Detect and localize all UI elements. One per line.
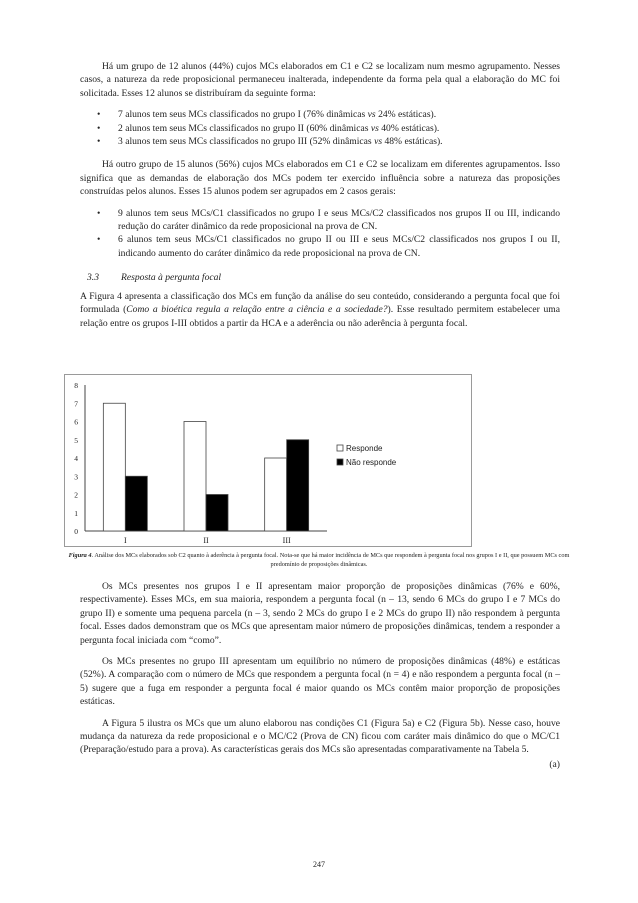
section-heading <box>80 271 560 284</box>
list-same-group <box>80 108 560 148</box>
bar-nao-responde <box>287 440 309 531</box>
bullet-icon: • <box>97 136 101 148</box>
bar-nao-responde <box>125 476 147 531</box>
x-tick-label: III <box>282 536 291 545</box>
caption-label: Figura 4 <box>68 552 92 559</box>
y-tick-label: 1 <box>74 508 78 518</box>
page-content-lower <box>80 580 560 770</box>
bullet-icon: • <box>97 234 101 246</box>
list-item: • 2 alunos tem seus MCs classificados no grupo II (60% dinâmicas vs 40% estáticas). <box>97 122 440 134</box>
legend-swatch <box>337 445 343 451</box>
paragraph-2: Há outro grupo de 15 alunos (56%) cujos MCs elaborados em C1 e C2 se localizam em diferentes agrupamentos. Isso significa que as demandas de elaboração dos MCs podem ter exercido influência sobre a natureza das proposições construídas pelos alunos. Esses 15 alunos podem ser agrupados em 2 casos gerais: <box>80 159 560 198</box>
bar-responde <box>265 458 287 531</box>
bar-responde <box>184 422 206 532</box>
figure-5a-label: (a) <box>549 758 560 770</box>
legend-label: Responde <box>346 444 383 453</box>
list-item: • 9 alunos tem seus MCs/C1 classificados no grupo I e seus MCs/C2 classificados nos grupos II ou III, indicando redução do caráter dinâmico da rede proposicional na prova de CN. <box>97 207 560 233</box>
y-tick-label: 7 <box>74 399 78 409</box>
x-tick-label: II <box>203 536 209 545</box>
figure-caption <box>64 551 574 569</box>
y-tick-label: 4 <box>74 454 78 463</box>
y-tick-label: 8 <box>74 381 78 390</box>
bar-nao-responde <box>206 495 228 532</box>
section-number: 3.3 <box>87 272 99 284</box>
bullet-icon: • <box>97 122 101 134</box>
bar-chart <box>65 375 471 546</box>
paragraph-6: A Figura 5 ilustra os MCs que um aluno elaborou nas condições C1 (Figura 5a) e C2 (Figura 5b). Nesse caso, houve mudança da natureza da rede proposicional e o MC/C2 (Prova de CN) ficou com caráter mais dinâmico do que o MC/C1 (Preparação/estudo para a prova). As características gerais dos MCs são apresentadas comparativamente na Tabela 5. <box>80 717 560 756</box>
bullet-icon: • <box>97 109 101 121</box>
paragraph-5: Os MCs presentes no grupo III apresentam um equilíbrio no número de proposições dinâmicas (48%) e estáticas (52%). A comparação com o número de MCs que respondem a pergunta focal (n = 4) e não respondem a pergunta focal (n – 5) sugere que a fuga em responder a pergunta focal é maior quando os MCs contêm maior proporção de proposições estáticas. <box>80 656 560 708</box>
legend-swatch <box>337 459 343 465</box>
bullet-icon: • <box>97 207 101 219</box>
y-tick-label: 3 <box>74 472 78 482</box>
y-tick-label: 6 <box>74 417 78 427</box>
y-tick-label: 2 <box>74 490 78 500</box>
list-different-group <box>80 207 560 261</box>
section-title: Resposta à pergunta focal <box>121 272 222 284</box>
list-item: • 3 alunos tem seus MCs classificados no grupo III (52% dinâmicas vs 48% estáticas). <box>97 136 443 148</box>
paragraph-1: Há um grupo de 12 alunos (44%) cujos MCs elaborados em C1 e C2 se localizam num mesmo agrupamento. Nesses casos, a natureza da rede proposicional permaneceu inalterada, independente da forma pela qual a elaboração do MC foi solicitada. Esses 12 alunos se distribuíram da seguinte forma: <box>80 61 560 99</box>
list-item: • 7 alunos tem seus MCs classificados no grupo I (76% dinâmicas vs 24% estáticas). <box>97 109 437 121</box>
page-number: 247 <box>313 860 325 869</box>
focal-question: Como a bioética regula a relação entre a ciência e a sociedade? <box>126 304 388 316</box>
legend-label: Não responde <box>346 458 397 467</box>
x-tick-label: I <box>123 536 127 545</box>
list-item: • 6 alunos tem seus MCs/C1 classificados no grupo II ou III e seus MCs/C2 classificados nos grupos I ou II, indicando aumento do caráter dinâmico da rede proposicional na prova de CN. <box>97 234 560 259</box>
y-tick-label: 0 <box>74 527 78 536</box>
paragraph-4: Os MCs presentes nos grupos I e II apresentam maior proporção de proposições dinâmicas (76% e 60%, respectivamente). Esses MCs, em sua maioria, respondem a pergunta focal (n – 13, sendo 6 MCs do grupo I e 7 MCs do grupo II) e somente uma pequena parcela (n – 3, sendo 2 MCs do grupo I e 2 MCs do grupo II) não respondem à pergunta focal. Esses dados demonstram que os MCs que apresentam maior número de proposições dinâmicas, tendem a responder a pergunta focal iniciada com “como”. <box>80 581 560 646</box>
page-content <box>80 60 560 330</box>
paragraph-3: A Figura 4 apresenta a classificação dos MCs em função da análise do seu conteúdo, considerando a pergunta focal que foi formulada (Como a bioética regula a relação entre a ciência e a sociedade?). Esse resultado permitem estabelecer uma relação entre os grupos I-III obtidos a partir da HCA e a aderência ou não aderência à pergunta focal. <box>80 290 560 329</box>
caption-text: . Análise dos MCs elaborados sob C2 quanto à aderência à pergunta focal. Nota-se que há maior incidência de MCs que respondem à pergunta focal nos grupos I e II, que possuem MCs com predomínio de proposições dinâmicas. <box>91 552 570 568</box>
bar-responde <box>103 403 125 531</box>
y-tick-label: 5 <box>74 435 78 445</box>
figure-4-chart <box>64 374 472 547</box>
